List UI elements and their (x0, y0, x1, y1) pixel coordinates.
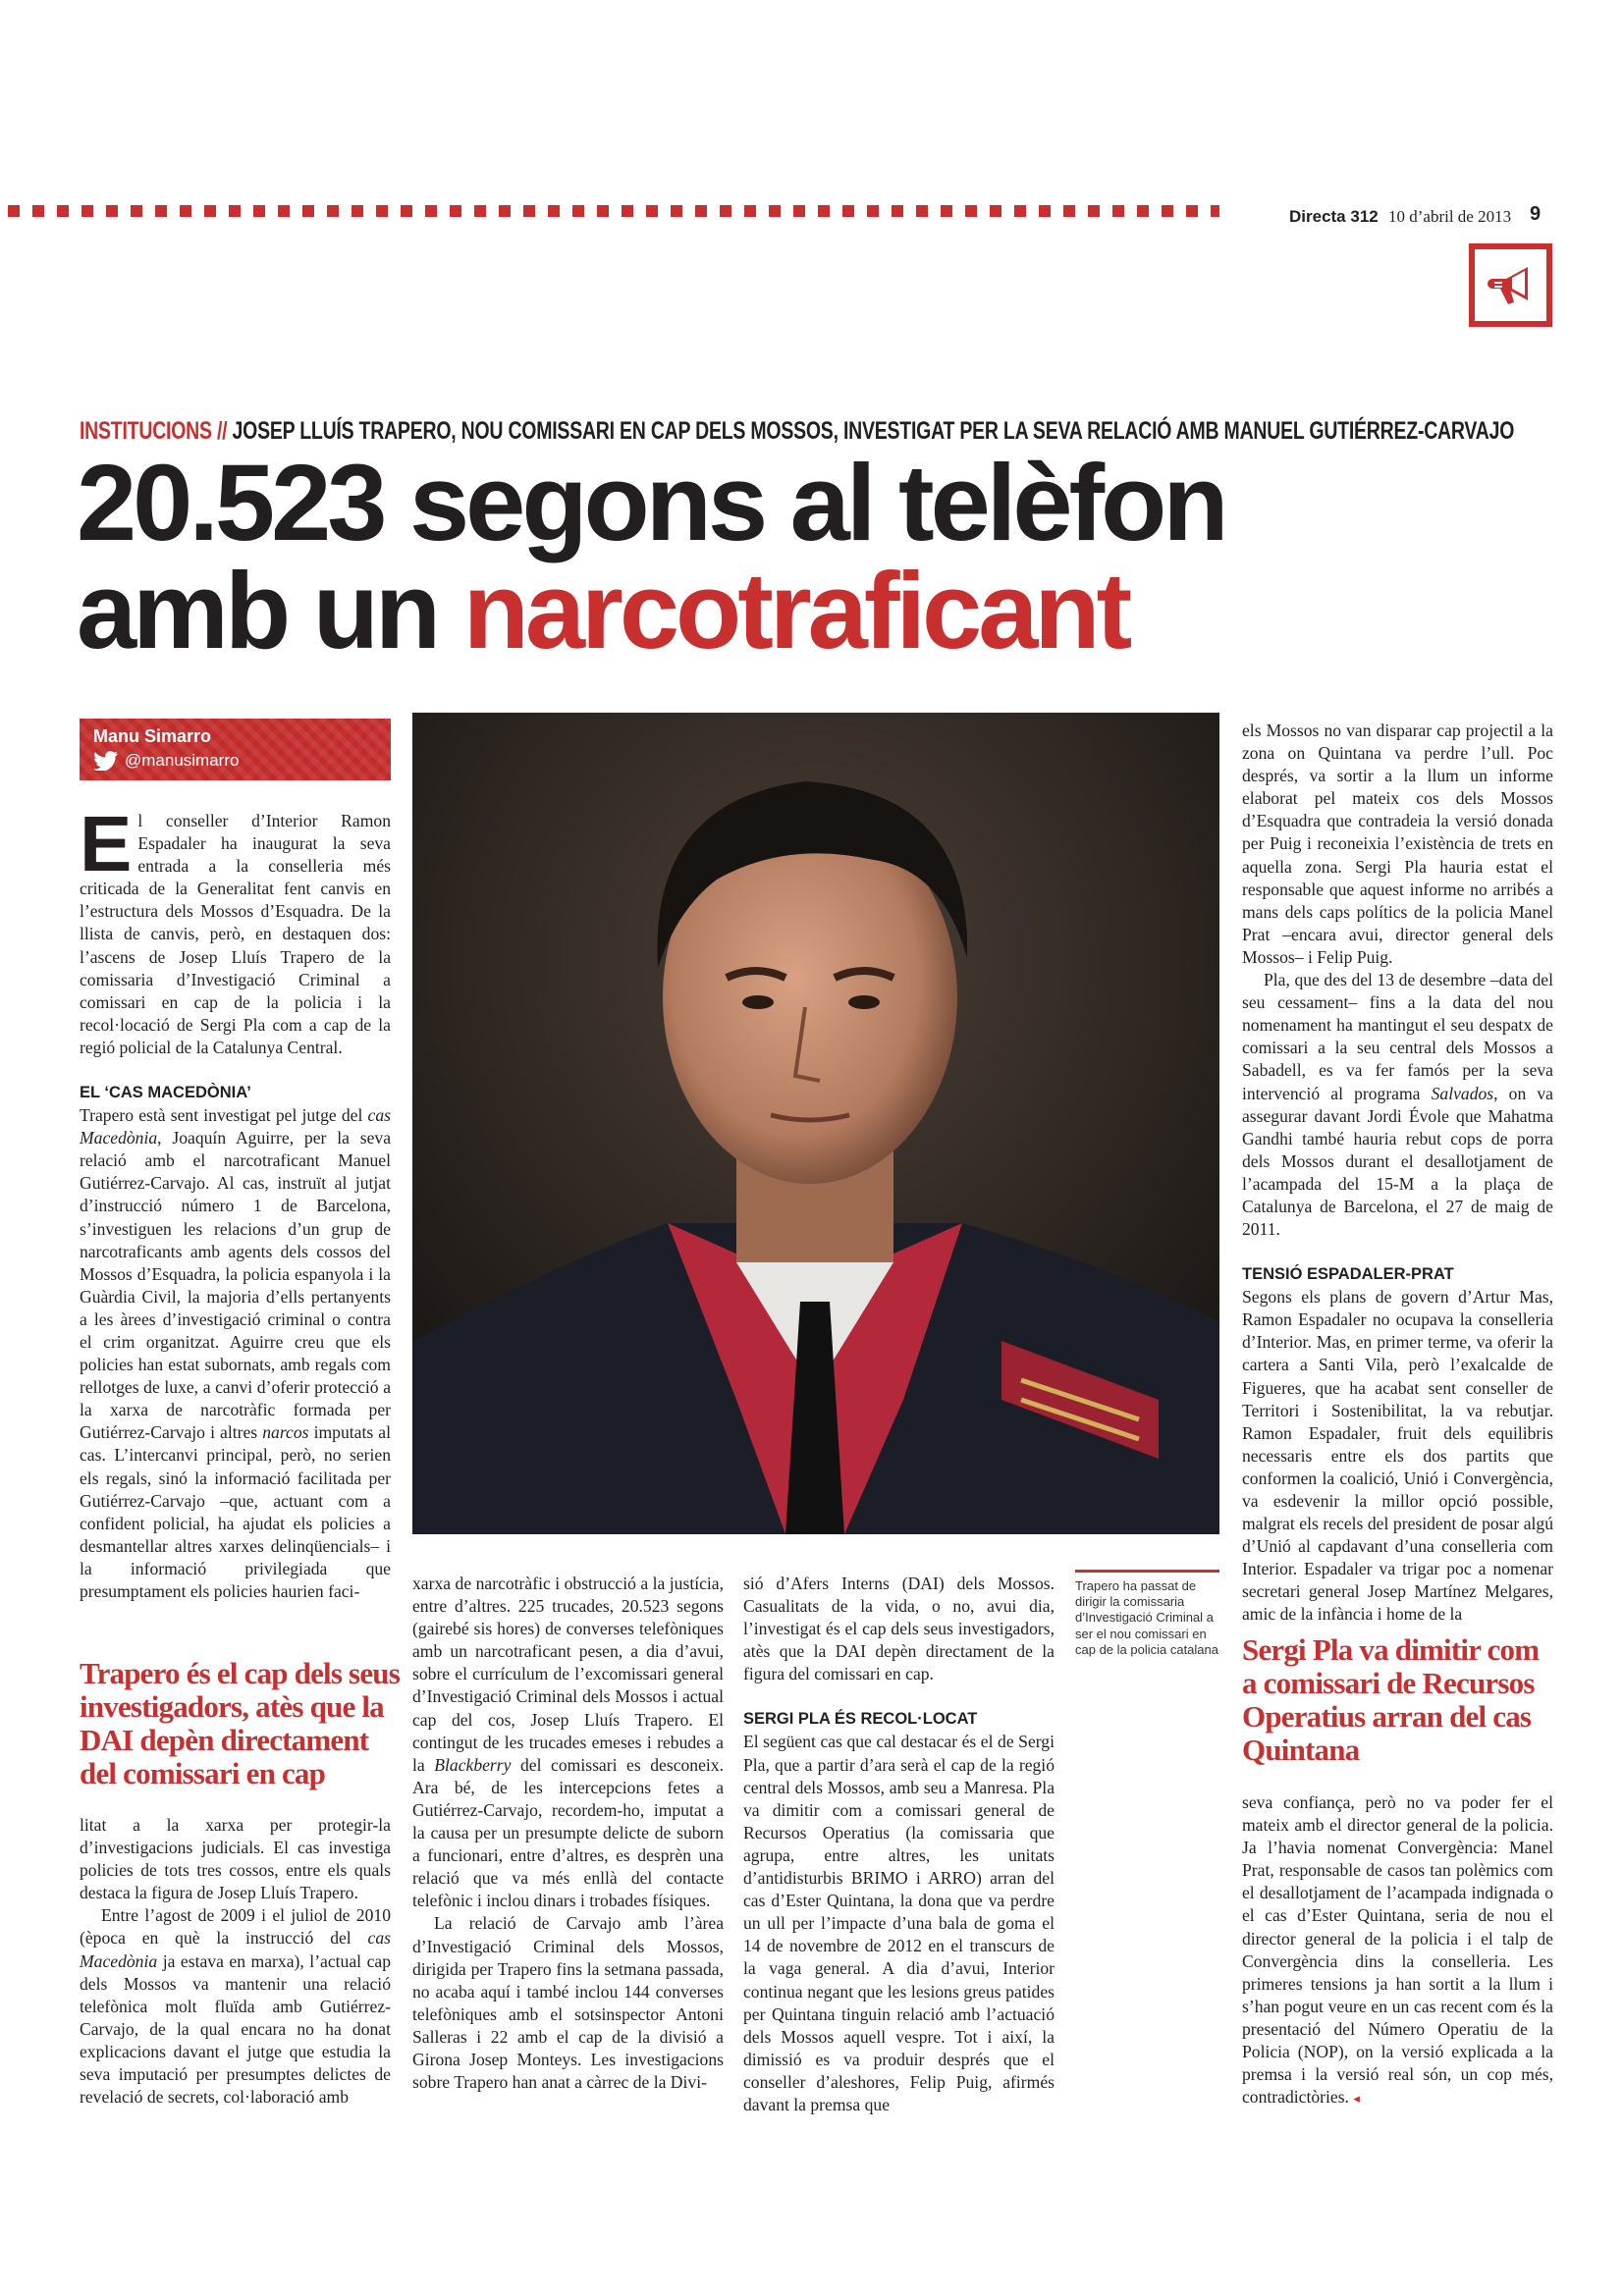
twitter-bird-icon (93, 751, 119, 771)
text-segment: imputats al cas. L’intercanvi principal, però, no serien els regals, sinó la informació facilitada per Gutiérrez-Carvajo –que, actuant com a confident policial, ha ajudat els policies a desmantellar altres xarxes delinqüencials– i la informació privilegiada que presumptament els policies haurien faci- (80, 1422, 391, 1601)
paragraph (1242, 1791, 1553, 2109)
page-header (1289, 207, 1511, 227)
text-segment: seva confiança, però no va poder fer el mateix amb el director general de la policia. Ja l’havia nomenat Convergència: Manel Prat, responsable de casos tan polèmics com el desallotjament de l’acampada indignada o el cas d’Ester Quintana, seria de nou el director general de la policia i el talp de Convergència dins la conselleria. Les primeres tensions ja han sortit a la llum i s’han pogut veure en un cas recent com és la presentació del Número Operatiu de la Policia (NOP), on la versió explicada a la premsa i la versió real són, un cop més, contradictòries. (1242, 1792, 1553, 2108)
intro-text: l conseller d’Interior Ramon Espadaler ha inaugurat la seva entrada a la conselleria més criticada de la Generalitat fent canvis en l’estructura dels Mossos d’Esquadra. De la llista de canvis, però, en destaquen dos: l’ascens de Josep Lluís Trapero de la comissaria d’Investigació Criminal a comissari en cap de la policia i la recol·locació de Sergi Pla com a cap de la regió policial de la Catalunya Central. (80, 811, 391, 1057)
paragraph: La relació de Carvajo amb l’àrea d’Investigació Criminal dels Mossos, dirigida per Trapero fins la setmana passada, no acaba aquí i també inclou 144 converses telefòniques amb el sotsinspector Antoni Salleras i 22 amb el cap de la divisió a Girona Josep Monteys. Les investigacions sobre Trapero han anat a càrrec de la Divi- (412, 1913, 724, 2093)
author-name: Manu Simarro (93, 726, 212, 746)
byline-box (80, 719, 391, 780)
paragraph: litat a la xarxa per protegir-la d’investigacions judicials. El cas investiga policies de tots tres cossos, entre els quals destaca la figura de Josep Lluís Trapero. (80, 1815, 391, 1903)
subhead-sergi-pla: SERGI PLA ÉS RECOL·LOCAT (743, 1710, 978, 1729)
issue-date: 10 d’abril de 2013 (1387, 207, 1512, 226)
pull-quote-2: Sergi Pla va dimitir com a comissari de Recursos Operatius arran del cas Quintana (1242, 1632, 1540, 1767)
article-column-3 (743, 1573, 1055, 2116)
portrait-image (412, 713, 1219, 1534)
paragraph: els Mossos no van disparar cap projectil a la zona on Quintana va perdre l’ull. Poc després, va sortir a la llum un informe elaborat pel mateix cos dels Mossos d’Esquadra que contradeia la versió donada per Puig i reconeixia l’existència de trets en aquella zona. Sergi Pla hauria estat el responsable que aquest informe no arribés a mans dels caps polítics de la policia Manel Prat –encara avui, director general dels Mossos– i Felip Puig. (1242, 721, 1553, 967)
paragraph (80, 1104, 391, 1603)
text-segment: Trapero està sent investigat pel jutge del (80, 1105, 368, 1126)
author-twitter[interactable] (93, 751, 239, 771)
article-column-4-cont (1242, 1791, 1553, 2109)
text-segment: , on va assegurar davant Jordi Évole que Mahatma Gandhi també hauria rebut cops de porra dels Mossos durant el desallotjament de l’acampada del 15-M a la plaça de Catalunya de Barcelona, el 27 de maig de 2011. (1242, 1083, 1553, 1240)
photo-trapero (412, 713, 1219, 1534)
paragraph (1242, 969, 1553, 1241)
text-segment: cas Macedònia (80, 1105, 391, 1148)
subhead-cas-macedonia: EL ‘CAS MACEDÒNIA’ (80, 1084, 251, 1102)
headline-black-part: amb un (77, 551, 463, 671)
kicker-text: JOSEP LLUÍS TRAPERO, NOU COMISSARI EN CAP DELS MOSSOS, INVESTIGAT PER LA SEVA RELACIÓ AMB MANUEL GUTIÉRREZ-CARVAJO (232, 417, 1515, 445)
intro-paragraph (80, 800, 391, 1059)
text-segment: narcos (262, 1422, 309, 1443)
text-segment: cas Macedònia (80, 1928, 391, 1971)
text-segment: Blackberry (434, 1754, 512, 1775)
section-label: INSTITUCIONS // (80, 417, 228, 445)
text-segment: Entre l’agost de 2009 i el juliol de 2010 (època en què la instrucció del (80, 1905, 391, 1949)
article-column-1 (80, 800, 391, 1603)
publication-name: Directa 312 (1289, 207, 1379, 226)
text-segment: Salvados (1431, 1083, 1494, 1103)
article-column-2 (412, 1573, 724, 2094)
paragraph (412, 1573, 724, 1912)
headline-line-2 (77, 551, 1225, 671)
paragraph: Segons els plans de govern d’Artur Mas, Ramon Espadaler no ocupava la conselleria d’Interior. Mas, en primer terme, va oferir la cartera a Santi Vila, però l’exalcalde de Figueres, que ha acabat sent conseller de Territori i Sostenibilitat, la va rebutjar. Ramon Espadaler, fruit dels equilibris necessaris entre els dos partits que conformen la coalició, Unió i Convergència, va esdevenir la millor opció possible, malgrat els recels del president de posar algú d’Unió al capdavant d’una conselleria com Interior. Espadaler va trigar poc a nomenar secretari general Josep Martínez Melgares, amic de la infància i home de la (1242, 1287, 1553, 1625)
paragraph: sió d’Afers Interns (DAI) dels Mossos. Casualitats de la vida, o no, avui dia, l’investigat és el cap dels seus investigadors, atès que la DAI depèn directament de la figura del comissari en cap. (743, 1574, 1055, 1684)
text-segment: ja estava en marxa), l’actual cap dels Mossos va mantenir una relació telefònica molt fluïda amb Gutiérrez-Carvajo, de la qual encara no ha donat explicacions davant el jutge que estudia la seva imputació per presumptes delictes de revelació de secrets, col·laboració amb (80, 1950, 391, 2108)
text-segment: Pla, que des del 13 de desembre –data del seu cessament– fins a la data del nou nomenament ha mantingut el seu despatx de comissari a la seu central dels Mossos a Sabadell, es va fer famós per la seva intervenció al programa (1242, 970, 1553, 1103)
headline-red-part: narcotraficant (462, 551, 1129, 671)
headline-line-1: 20.523 segons al telèfon (77, 443, 1225, 563)
article-column-4 (1242, 720, 1553, 1627)
article-column-1-cont (80, 1814, 391, 2109)
text-segment: , Joaquín Aguirre, per la seva relació amb el narcotraficant Manuel Gutiérrez-Carvajo. Al cas, instruït al jutjat d’instrucció número 1 de Barcelona, s’investiguen les relacions d’un grup de narcotraficants amb agents dels cossos del Mossos d’Esquadra, la policia espanyola i la Guàrdia Civil, la majoria d’ells pertanyents a les àrees d’investigació criminal o contra el crim organitzat. Aguirre creu que els policies han estat subornats, amb regals com rellotges de luxe, a canvi d’oferir protecció a la xarxa de narcotràfic formada per Gutiérrez-Carvajo i altres (80, 1128, 391, 1443)
section-icon-box (1469, 243, 1552, 327)
page-number: 9 (1530, 203, 1542, 225)
paragraph (80, 1904, 391, 2109)
drop-cap: E (80, 800, 133, 887)
text-segment: del comissari es desconeix. Ara bé, de les intercepcions fetes a Gutiérrez-Carvajo, recordem-ho, imputat a la causa per un presumpte delicte de suborn a funcionari, entre d’altres, es desprèn una relació que va més enllà del contacte telefònic i inclou dinars i trobades físiques. (412, 1754, 724, 1911)
decorative-dotted-rule (8, 205, 1219, 217)
text-segment: xarxa de narcotràfic i obstrucció a la justícia, entre d’altres. 225 trucades, 20.523 segons (gairebé sis hores) de converses telefòniques amb un narcotraficant pesen, a dia d’avui, sobre el currículum de l’excomissari general d’Investigació Criminal dels Mossos i actual cap del cos, Josep Lluís Trapero. El contingut de les trucades emeses i rebudes a la (412, 1574, 724, 1775)
kicker (80, 417, 1514, 446)
end-of-article-mark: ◂ (1353, 2091, 1360, 2107)
paragraph: El següent cas que cal destacar és el de Sergi Pla, que a partir d’ara serà el cap de la regió central dels Mossos, amb seu a Manresa. Pla va dimitir com a comissari general de Recursos Operatius (la comissaria que agrupa, entre altres, les unitats d’antidisturbis BRIMO i ARRO) arran del cas d’Ester Quintana, la dona que va perdre un ull per l’impacte d’una bala de goma el 14 de novembre de 2012 en el transcurs de la vaga general. A dia d’avui, Interior continua negant que les lesions greus patides per Quintana tinguin relació amb l’actuació dels Mossos aquell vespre. Tot i així, la dimissió es va produir després que el conseller d’aleshores, Felip Puig, afirmés davant la premsa que (743, 1732, 1055, 2114)
headline (77, 443, 1225, 671)
twitter-handle: @manusimarro (125, 751, 240, 770)
subhead-tensio: TENSIÓ ESPADALER-PRAT (1242, 1265, 1454, 1284)
megaphone-icon (1475, 249, 1546, 321)
pull-quote-1: Trapero és el cap dels seus investigadors, atès que la DAI depèn directament del comissari en cap (80, 1656, 400, 1790)
photo-caption: Trapero ha passat de dirigir la comissaria d’Investigació Criminal a ser el nou comissari en cap de la policia catalana (1075, 1570, 1219, 1658)
